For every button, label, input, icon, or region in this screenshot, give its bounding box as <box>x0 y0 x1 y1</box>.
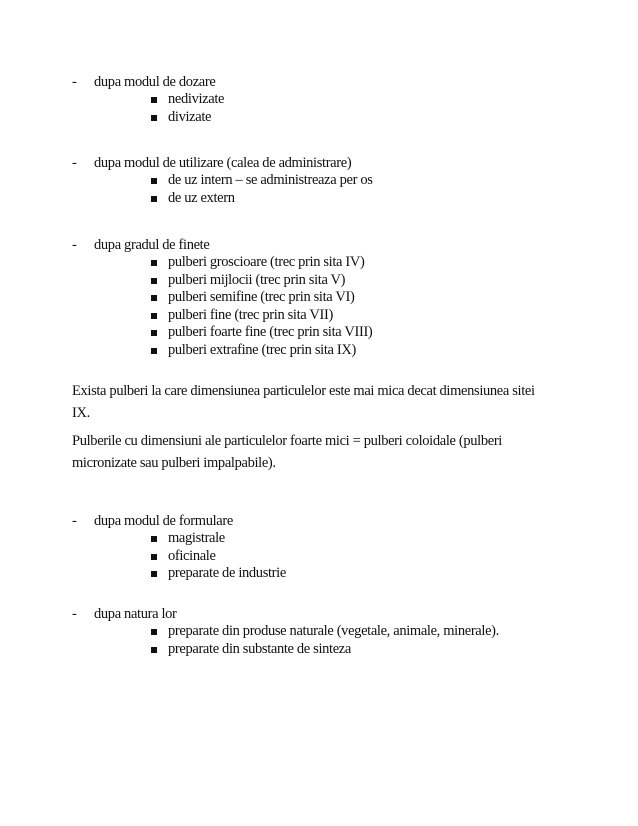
paragraph-text: Pulberile cu dimensiuni ale particulelor foarte mici = pulberi coloidale (pulberi micronizate sau pulberi impalpabile). <box>72 433 502 471</box>
list-item <box>150 289 592 307</box>
list-item-text: pulberi fine (trec prin sita VII) <box>168 306 333 323</box>
section-heading <box>72 73 592 91</box>
list-item-text: pulberi extrafine (trec prin sita IX) <box>168 341 356 358</box>
section-utilizare <box>72 154 592 207</box>
sub-list <box>150 172 592 207</box>
square-bullet-icon <box>151 260 157 266</box>
square-bullet-icon <box>151 330 157 336</box>
list-item <box>150 641 592 659</box>
list-item-text: magistrale <box>168 530 225 546</box>
list-item-text: preparate de industrie <box>168 565 286 581</box>
sub-list <box>150 530 592 583</box>
section-heading <box>72 512 592 530</box>
list-item-text: pulberi foarte fine (trec prin sita VIII) <box>168 324 373 340</box>
list-item-text: pulberi mijlocii (trec prin sita V) <box>168 271 346 288</box>
section-finete <box>72 236 592 359</box>
square-bullet-icon <box>151 571 157 577</box>
list-item <box>150 530 592 548</box>
square-bullet-icon <box>151 313 157 319</box>
list-item <box>150 342 592 360</box>
section-title: dupa modul de dozare <box>94 74 216 90</box>
dash-marker: - <box>72 606 77 622</box>
section-formulare <box>72 512 592 583</box>
list-item <box>150 254 592 272</box>
square-bullet-icon <box>151 536 157 542</box>
square-bullet-icon <box>151 647 157 653</box>
square-bullet-icon <box>151 196 157 202</box>
list-item-text: oficinale <box>168 547 216 564</box>
list-item-text: de uz extern <box>168 189 235 206</box>
square-bullet-icon <box>151 629 157 635</box>
list-item-text: nedivizate <box>168 91 225 107</box>
square-bullet-icon <box>151 554 157 560</box>
section-title: dupa modul de formulare <box>94 513 233 529</box>
list-item-text: preparate din substante de sinteza <box>168 640 351 657</box>
list-item-text: pulberi semifine (trec prin sita VI) <box>168 289 355 305</box>
section-heading <box>72 154 592 172</box>
dash-marker: - <box>72 74 77 90</box>
section-title: dupa modul de utilizare (calea de administrare) <box>94 155 352 171</box>
section-dozare <box>72 73 592 126</box>
section-title: dupa gradul de finete <box>94 237 210 253</box>
square-bullet-icon <box>151 295 157 301</box>
list-item <box>150 190 592 208</box>
section-title: dupa natura lor <box>94 606 177 622</box>
list-item <box>150 109 592 127</box>
paragraph-text: Exista pulberi la care dimensiunea particulelor este mai mica decat dimensiunea sitei IX. <box>72 383 535 421</box>
dash-marker: - <box>72 237 77 253</box>
dash-marker: - <box>72 513 77 529</box>
list-item <box>150 91 592 109</box>
list-item <box>150 623 592 641</box>
square-bullet-icon <box>151 278 157 284</box>
list-item <box>150 324 592 342</box>
dash-marker: - <box>72 155 77 171</box>
list-item-text: divizate <box>168 108 212 125</box>
square-bullet-icon <box>151 348 157 354</box>
list-item-text: pulberi groscioare (trec prin sita IV) <box>168 254 365 270</box>
list-item-text: preparate din produse naturale (vegetale, animale, minerale). <box>168 623 499 639</box>
section-heading <box>72 605 592 623</box>
section-natura <box>72 605 592 658</box>
list-item <box>150 272 592 290</box>
sub-list <box>150 91 592 126</box>
square-bullet-icon <box>151 115 157 121</box>
list-item-text: de uz intern – se administreaza per os <box>168 172 373 188</box>
list-item <box>150 548 592 566</box>
sub-list <box>150 623 592 658</box>
square-bullet-icon <box>151 178 157 184</box>
list-item <box>150 565 592 583</box>
sub-list <box>150 254 592 359</box>
square-bullet-icon <box>151 97 157 103</box>
list-item <box>150 172 592 190</box>
section-heading <box>72 236 592 254</box>
list-item <box>150 307 592 325</box>
